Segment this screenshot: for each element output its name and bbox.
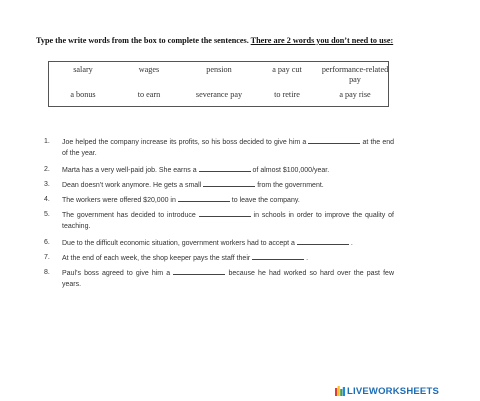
sentence-text: The workers were offered $20,000 in [62,197,176,204]
sentence-text: Dean doesn’t work anymore. He gets a small [62,182,202,189]
word-box-item: salary [73,65,93,74]
sentence-text: Due to the difficult economic situation, government workers had to accept a [62,240,295,247]
word-box-row-2 [49,90,388,110]
liveworksheets-logo-icon [335,386,345,398]
answer-blank[interactable] [203,179,255,187]
answer-blank[interactable] [308,136,360,144]
sentence-number: 2. [44,166,50,173]
answer-blank[interactable] [297,237,349,245]
logo-text: LIVEWORKSHEETS [347,386,440,397]
word-box-item: a pay rise [339,90,371,99]
sentence-number: 7. [44,254,50,261]
sentence-text: from the government. [257,182,324,189]
sentence-text: Paul’s boss agreed to give him a [62,270,171,277]
sentence-text: Joe helped the company increase its profits, so his boss decided to give him a [62,139,307,146]
sentence-text: . [350,240,353,247]
answer-blank[interactable] [178,194,230,202]
sentence-text: At the end of each week, the shop keeper pays the staff their [62,255,251,262]
sentence-text: of almost $100,000/year. [252,167,330,174]
answer-blank[interactable] [199,164,251,172]
sentence-text: Marta has a very well-paid job. She earns a [62,167,197,174]
word-box-item: wages [138,65,160,74]
instructions-text: Type the write words from the box to complete the sentences. [36,36,251,45]
word-box [48,61,389,107]
instructions-underlined-text: There are 2 words you don’t need to use: [250,36,394,45]
word-box-row-1 [49,65,388,85]
word-box-item: severance pay [195,90,243,99]
sentence-number: 1. [44,138,50,145]
sentence-text: to leave the company. [231,197,300,204]
sentence-number: 3. [44,181,50,188]
word-box-item: to earn [137,90,161,99]
answer-blank[interactable] [252,252,304,260]
sentence-number: 4. [44,196,50,203]
sentence-text: at the end of the year. [62,139,395,157]
sentence-text: . [306,255,309,262]
sentence-number: 8. [44,269,50,276]
sentence-text: The government has decided to introduce [62,212,196,219]
word-box-item: a bonus [70,90,96,99]
sentence-text: because he had worked so hard over the past few years. [62,270,395,288]
sentence-number: 5. [44,211,50,218]
answer-blank[interactable] [199,209,251,217]
answer-blank[interactable] [173,267,225,275]
word-box-item: a pay cut [272,65,302,74]
sentence-text: in schools in order to improve the quality of teaching. [62,212,394,230]
sentence-number: 6. [44,239,50,246]
word-box-item: pension [206,65,232,74]
instructions [36,36,456,45]
word-box-item: performance-related pay [321,65,389,84]
word-box-item: to retire [274,90,300,99]
